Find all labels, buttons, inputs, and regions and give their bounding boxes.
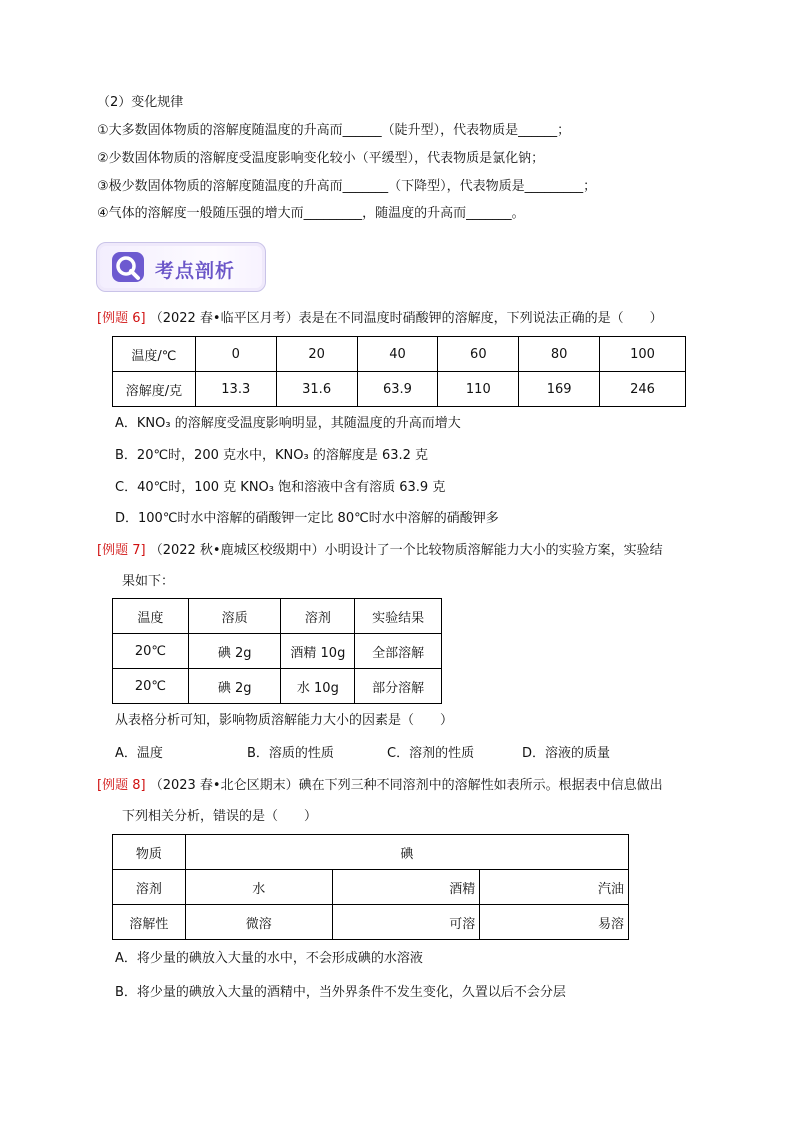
table-cell: 溶质 [188,599,281,634]
table-cell: 物质 [113,835,186,870]
table-cell: 部分溶解 [355,669,442,704]
table-cell: 60 [438,337,519,372]
table-cell: 溶解性 [113,905,186,940]
table-cell: 全部溶解 [355,634,442,669]
table-row [113,337,686,372]
table-cell: 酒精 [332,870,480,905]
rule-1: ①大多数固体物质的溶解度随温度的升高而______（陡升型），代表物质是______； [97,123,571,138]
ex8-stem-1: （2023 春•北仑区期末）碘在下列三种不同溶剂中的溶解性如表所示。根据表中信息做出 [149,778,663,793]
ex7-option-d: D．溶液的质量 [522,746,611,761]
section-banner [96,242,266,292]
table-cell: 0 [195,337,276,372]
ex8-table [112,834,629,940]
ex8-option-b: B．将少量的碘放入大量的酒精中，当外界条件不发生变化，久置以后不会分层 [115,985,566,1000]
table-cell: 水 [185,870,332,905]
search-icon [111,251,145,283]
table-cell: 100 [600,337,686,372]
table-cell: 可溶 [332,905,480,940]
table-row [113,669,442,704]
table-cell: 110 [438,372,519,407]
table-cell: 溶解度/克 [113,372,196,407]
table-cell: 20 [276,337,357,372]
ex6-option-d: D．100℃时水中溶解的硝酸钾一定比 80℃时水中溶解的硝酸钾多 [115,511,499,526]
ex7-stem-line [97,542,663,560]
table-row [113,835,629,870]
ex7-option-b: B．溶质的性质 [247,746,334,761]
table-cell: 溶剂 [281,599,355,634]
section-heading: （2）变化规律 [97,95,184,110]
ex8-option-a: A．将少量的碘放入大量的水中，不会形成碘的水溶液 [115,951,423,966]
table-cell: 易溶 [480,905,629,940]
table-row [113,870,629,905]
ex6-label: [例题 6] [97,311,146,326]
ex8-label: [例题 8] [97,778,146,793]
table-cell: 碘 [185,835,628,870]
table-cell: 63.9 [357,372,438,407]
table-cell: 实验结果 [355,599,442,634]
table-cell: 31.6 [276,372,357,407]
ex6-stem-line [97,310,663,328]
ex6-table [112,336,686,407]
ex7-question: 从表格分析可知，影响物质溶解能力大小的因素是（ ） [115,713,454,728]
table-row [113,599,442,634]
table-cell: 13.3 [195,372,276,407]
ex7-option-c: C．溶剂的性质 [387,746,475,761]
ex7-table [112,598,442,704]
table-row [113,905,629,940]
table-cell: 微溶 [185,905,332,940]
table-cell: 碘 2g [188,669,281,704]
table-row [113,634,442,669]
table-cell: 水 10g [281,669,355,704]
table-cell: 温度/℃ [113,337,196,372]
ex7-option-a: A．温度 [115,746,163,761]
rule-2: ②少数固体物质的溶解度受温度影响变化较小（平缓型），代表物质是氯化钠； [97,151,545,166]
table-cell: 汽油 [480,870,629,905]
ex8-stem-2: 下列相关分析，错误的是（ ） [122,809,318,824]
ex6-stem: （2022 春•临平区月考）表是在不同温度时硝酸钾的溶解度，下列说法正确的是（ ） [149,311,663,326]
table-cell: 20℃ [113,634,189,669]
table-row [113,372,686,407]
table-cell: 溶剂 [113,870,186,905]
ex6-option-c: C．40℃时，100 克 KNO₃ 饱和溶液中含有溶质 63.9 克 [115,480,446,495]
ex6-option-a: A．KNO₃ 的溶解度受温度影响明显，其随温度的升高而增大 [115,416,461,431]
banner-title: 考点剖析 [155,260,236,282]
ex7-stem-1: （2022 秋•鹿城区校级期中）小明设计了一个比较物质溶解能力大小的实验方案，实验结 [149,543,663,558]
table-cell: 20℃ [113,669,189,704]
table-cell: 酒精 10g [281,634,355,669]
ex7-label: [例题 7] [97,543,146,558]
table-cell: 40 [357,337,438,372]
table-cell: 碘 2g [188,634,281,669]
table-cell: 169 [519,372,600,407]
table-cell: 246 [600,372,686,407]
ex8-stem-line [97,777,663,795]
rule-3: ③极少数固体物质的溶解度随温度的升高而_______（下降型），代表物质是_________； [97,179,597,194]
ex7-stem-2: 果如下： [122,574,175,589]
rule-4: ④气体的溶解度一般随压强的增大而_________，随温度的升高而_______。 [97,206,525,221]
ex6-option-b: B．20℃时，200 克水中，KNO₃ 的溶解度是 63.2 克 [115,448,429,463]
table-cell: 温度 [113,599,189,634]
table-cell: 80 [519,337,600,372]
